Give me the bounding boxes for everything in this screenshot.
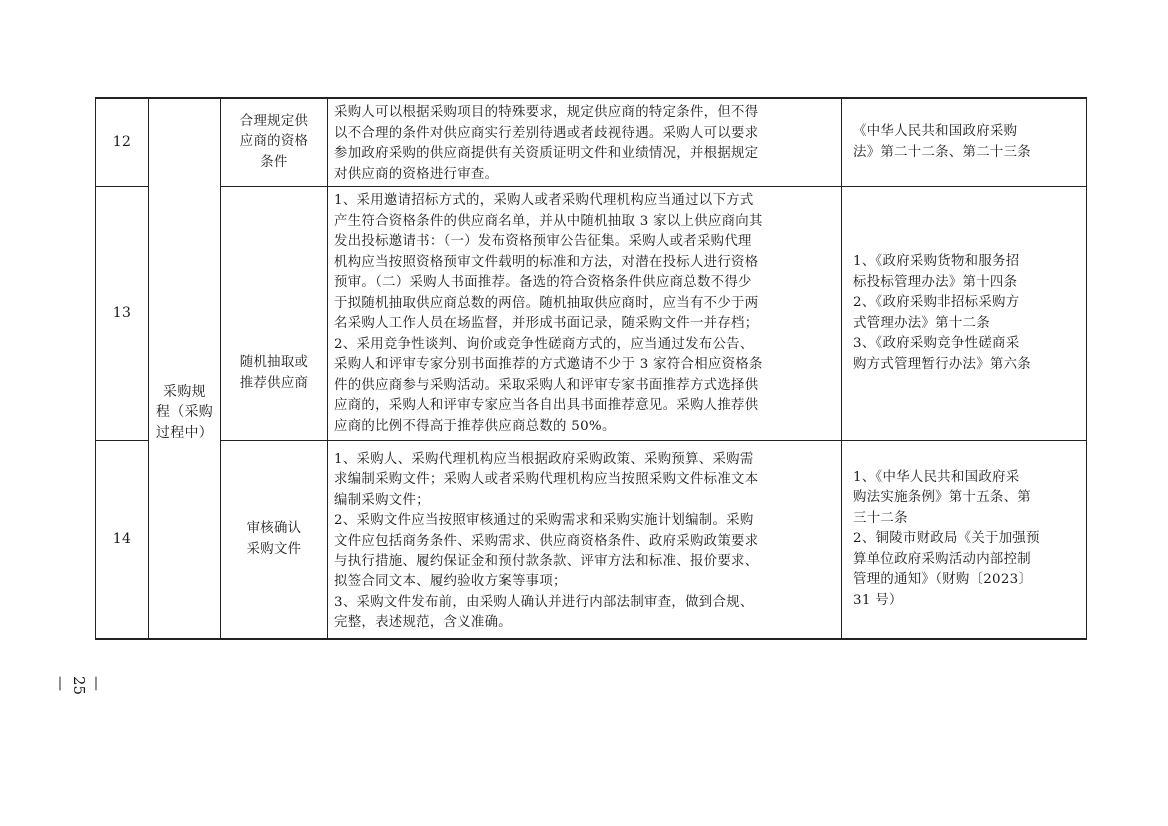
requirement-content: 1、采用邀请招标方式的，采购人或者采购代理机构应当通过以下方式 产生符合资格条件的供应商名单，并从中随机抽取 3 家以上供应商向其 发出投标邀请书：（一）发布资格预审公告征集。采购人或者采购代理 机构应当按照资格预审文件载明的标准和方法，对潜在投标人进行资格 预审。（二）采购人书面推荐。备选的符合资格条件供应商总数不得少 于拟随机抽取供应商总数的两倍。随机抽取供应商时，应当有不少于两 名采购人工作人员在场监督，并形成书面记录，随采购文件一并存档； 2、采用竞争性谈判、询价或竞争性磋商方式的，应当通过发布公告、 采购人和评审专家分别书面推荐的方式邀请不少于 3 家符合相应资格条 件的供应商参与采购活动。采取采购人和评审专家书面推荐方式选择供 应商的，采购人和评审专家应当各自出具书面推荐意见。采购人推荐供 应商的比例不得高于推荐供应商总数的 50%。 — [334, 193, 763, 434]
item-name: 随机抽取或 推荐供应商 — [239, 355, 309, 391]
requirement-content: 采购人可以根据采购项目的特殊要求，规定供应商的特定条件，但不得 以不合理的条件对供应商实行差别待遇或者歧视待遇。采购人可以要求 参加政府采购的供应商提供有关资质证明文件和业绩情况，并根据规定 对供应商的资格进行审查。 — [334, 105, 759, 182]
table-bottom-border — [95, 638, 1087, 640]
legal-basis: 1、《政府采购货物和服务招 标投标管理办法》第十四条 2、《政府采购非招标采购方 式管理办法》第十二条 3、《政府采购竞争性磋商采 购方式管理暂行办法》第六条 — [853, 254, 1031, 372]
row-number: 12 — [112, 134, 132, 151]
column-divider — [841, 97, 842, 640]
table-right-border — [1086, 97, 1087, 640]
requirement-content: 1、采购人、采购代理机构应当根据政府采购政策、采购预算、采购需 求编制采购文件；采购人或者采购代理机构应当按照采购文件标准文本 编制采购文件； 2、采购文件应当按照审核通过的采购需求和采购实施计划编制。采购 文件应包括商务条件、采购需求、供应商资格条件、政府采购政策要求 与执行措施、履约保证金和预付款条款、评审方法和标准、报价要求、 拟签合同文本、履约验收方案等事项； 3、采购文件发布前，由采购人确认并进行内部法制审查，做到合规、 完整，表述规范，含义准确。 — [334, 452, 759, 631]
row-number: 14 — [112, 531, 132, 548]
column-divider — [327, 97, 328, 640]
row-number: 13 — [112, 305, 132, 322]
category-label: 采购规 程（采购 过程中） — [155, 383, 214, 441]
legal-basis: 《中华人民共和国政府采购 法》第二十二条、第二十三条 — [853, 124, 1031, 160]
item-name: 合理规定供 应商的资格 条件 — [239, 113, 309, 170]
legal-basis: 1、《中华人民共和国政府采 购法实施条例》第十五条、第 三十二条 2、铜陵市财政局《关于加强预 算单位政府采购活动内部控制 管理的通知》（财购〔2023〕 31 号） — [853, 469, 1040, 608]
page-number: —25— — [52, 676, 106, 696]
item-name: 审核确认 采购文件 — [246, 521, 302, 557]
